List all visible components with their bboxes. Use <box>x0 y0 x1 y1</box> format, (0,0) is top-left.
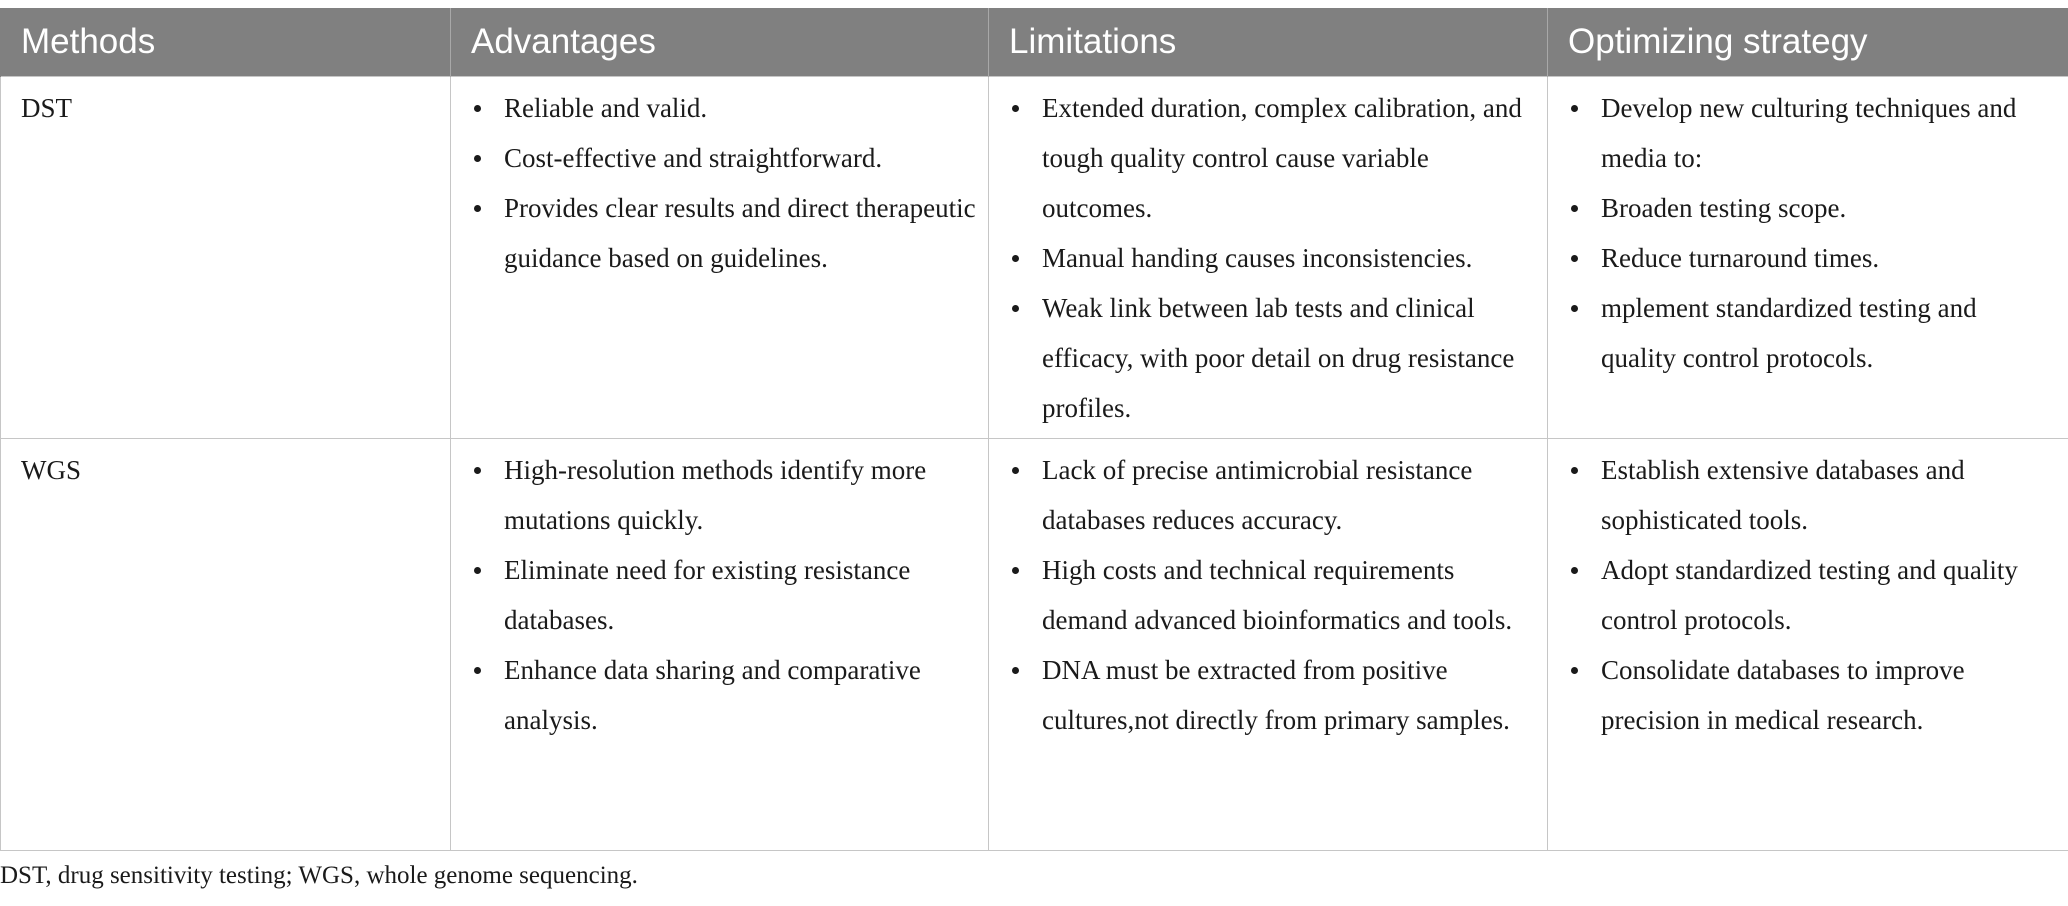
list-item: Weak link between lab tests and clinical efficacy, with poor detail on drug resistance profiles. <box>989 283 1537 433</box>
method-cell-dst: DST <box>1 76 451 438</box>
comparison-table-container <box>0 8 2068 851</box>
list-item: Establish extensive databases and sophisticated tools. <box>1548 445 2058 545</box>
table-row-wgs <box>1 438 2068 850</box>
list-item: Manual handing causes inconsistencies. <box>989 233 1537 283</box>
table-footnote: DST, drug sensitivity testing; WGS, whole genome sequencing. <box>0 862 638 889</box>
comparison-table <box>0 8 2068 851</box>
header-advantages: Advantages <box>451 8 989 76</box>
list-item: Cost-effective and straightforward. <box>451 133 978 183</box>
list-item: Extended duration, complex calibration, and tough quality control cause variable outcomes. <box>989 83 1537 233</box>
method-cell-wgs: WGS <box>1 438 451 850</box>
list-item: mplement standardized testing and quality control protocols. <box>1548 283 2058 383</box>
list-item: Eliminate need for existing resistance databases. <box>451 545 978 645</box>
limitations-list-wgs <box>989 445 1547 745</box>
list-item: Broaden testing scope. <box>1548 183 2058 233</box>
list-item: DNA must be extracted from positive cultures,not directly from primary samples. <box>989 645 1537 745</box>
list-item: Adopt standardized testing and quality control protocols. <box>1548 545 2058 645</box>
list-item: Reliable and valid. <box>451 83 978 133</box>
advantages-cell-dst <box>451 76 989 438</box>
table-row-dst <box>1 76 2068 438</box>
table-body <box>1 76 2068 850</box>
list-item: High costs and technical requirements demand advanced bioinformatics and tools. <box>989 545 1537 645</box>
list-item: Provides clear results and direct therapeutic guidance based on guidelines. <box>451 183 978 283</box>
header-optimizing-strategy: Optimizing strategy <box>1548 8 2068 76</box>
limitations-list-dst <box>989 83 1547 433</box>
strategy-cell-dst <box>1548 76 2068 438</box>
advantages-cell-wgs <box>451 438 989 850</box>
list-item: High-resolution methods identify more mutations quickly. <box>451 445 978 545</box>
advantages-list-wgs <box>451 445 988 745</box>
list-item: Enhance data sharing and comparative analysis. <box>451 645 978 745</box>
table-header <box>1 8 2068 76</box>
header-row <box>1 8 2068 76</box>
strategy-cell-wgs <box>1548 438 2068 850</box>
header-methods: Methods <box>1 8 451 76</box>
list-item: Reduce turnaround times. <box>1548 233 2058 283</box>
limitations-cell-wgs <box>989 438 1548 850</box>
list-item: Consolidate databases to improve precision in medical research. <box>1548 645 2058 745</box>
advantages-list-dst <box>451 83 988 283</box>
header-limitations: Limitations <box>989 8 1548 76</box>
list-item: Develop new culturing techniques and media to: <box>1548 83 2058 183</box>
limitations-cell-dst <box>989 76 1548 438</box>
strategy-list-wgs <box>1548 445 2068 745</box>
strategy-list-dst <box>1548 83 2068 383</box>
list-item: Lack of precise antimicrobial resistance databases reduces accuracy. <box>989 445 1537 545</box>
